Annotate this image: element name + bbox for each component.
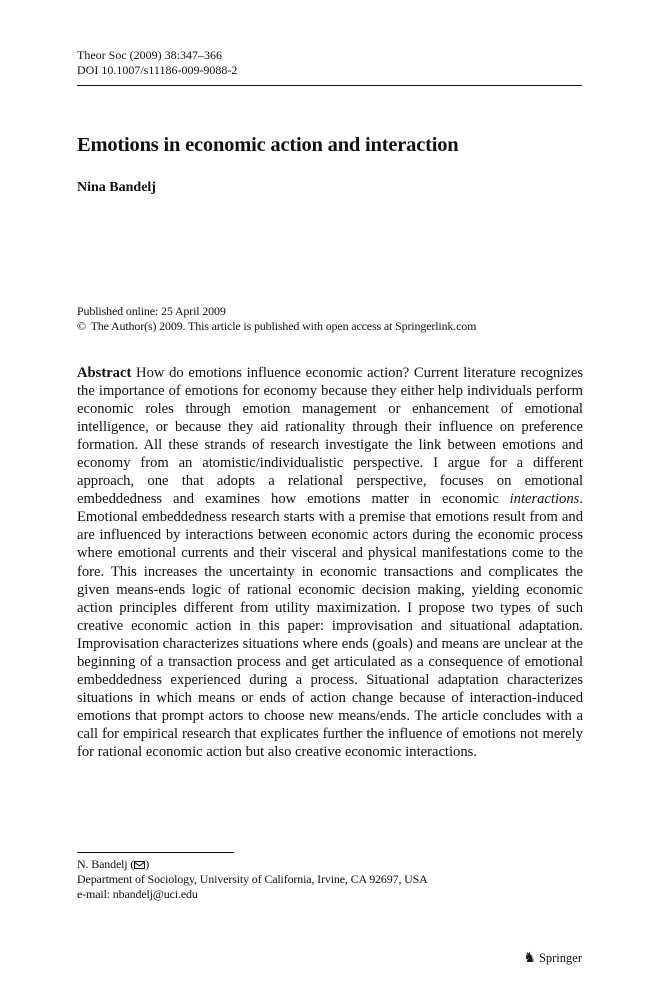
footnote-author	[77, 857, 577, 872]
footnote-email[interactable]: e-mail: nbandelj@uci.edu	[77, 887, 198, 901]
copyright-symbol: ©	[77, 319, 86, 333]
footnote-author-name: N. Bandelj (	[77, 857, 135, 871]
published-online: Published online: 25 April 2009	[77, 304, 226, 318]
doi: DOI 10.1007/s11186-009-9088-2	[77, 63, 238, 77]
abstract-label: Abstract	[77, 365, 132, 381]
abstract	[77, 364, 583, 761]
copyright-line	[77, 319, 587, 334]
publisher-logo	[523, 950, 582, 967]
header-rule	[77, 85, 582, 86]
footnote	[77, 857, 577, 902]
abstract-italic: interactions	[509, 491, 580, 508]
publisher-name: Springer	[538, 951, 582, 965]
envelope-icon	[134, 861, 145, 869]
abstract-text-2: . Emotional embeddedness research starts with a premise that emotions result from and are influenced by interactions between economic actors during the economic process where emotional currents and their visceral and physical manifestations come to the fore. This increases the uncertainty in economic transactions and complicates the given means-ends logic of rational economic decision making, yielding economic action principles different from utility maximization. I propose two types of such creative economic action in this paper: improvisation and situational adaptation. Improvisation characterizes situations where ends (goals) and means are unclear at the beginning of a transaction process and get articulated as a consequence of emotional embeddedness experienced during a process. Situational adaptation characterizes situations in which means or ends of action change because of interaction-induced emotions that prompt actors to choose new means/ends. The article concludes with a call for empirical research that explicates further the influence of emotions not merely for rational economic action but also creative economic interactions.	[77, 491, 583, 760]
footnote-affiliation: Department of Sociology, University of California, Irvine, CA 92697, USA	[77, 872, 428, 886]
running-header	[77, 48, 582, 78]
article-title: Emotions in economic action and interaction	[77, 134, 459, 156]
footnote-author-close: )	[145, 857, 150, 871]
citation: Theor Soc (2009) 38:347–366	[77, 48, 222, 62]
publication-info	[77, 304, 587, 334]
copyright-text: The Author(s) 2009. This article is published with open access at Springerlink.com	[90, 319, 477, 333]
footnote-rule	[77, 852, 234, 853]
springer-horse-icon: ♞	[523, 951, 536, 966]
abstract-text-1: How do emotions influence economic action? Current literature recognizes the importance of emotions for economy because they either help individuals perform economic roles through emotion management or enhancement of emotional intelligence, or because they aid rationality through their influence on preference formation. All these strands of research investigate the link between emotions and economy from an atomistic/individualistic perspective. I argue for a different approach, one that adopts a relational perspective, focuses on emotional embeddedness and examines how emotions matter in economic	[77, 365, 583, 508]
author-name: Nina Bandelj	[77, 180, 156, 195]
